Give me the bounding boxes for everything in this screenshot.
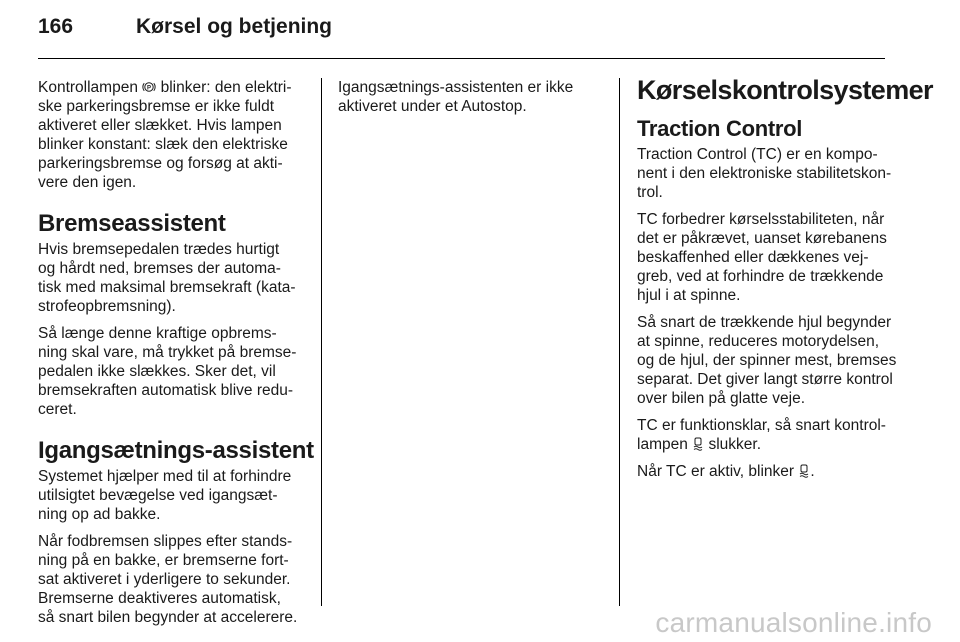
text-line: at spinne, reduceres motorydelsen, [637, 333, 880, 350]
text-line: TC er funktionsklar, så snart kontrol- [637, 417, 886, 434]
autostop-paragraph [338, 78, 600, 116]
column-divider-1 [321, 78, 322, 606]
hill-start-paragraph-2 [38, 532, 306, 627]
text-fragment: lampen [637, 436, 693, 453]
text-line: bremsekraften automatisk blive redu- [38, 382, 294, 399]
text-line: ske parkeringsbremse er ikke fuldt [38, 98, 275, 115]
traction-control-icon [692, 437, 704, 451]
text-line-with-icon [637, 462, 907, 481]
text-line: utilsigtet bevægelse ved igangsæt- [38, 487, 278, 504]
text-line: hjul i at spinne. [637, 287, 741, 304]
watermark: carmanualsonline.info [655, 607, 932, 638]
text-fragment: slukker. [704, 436, 762, 453]
traction-control-heading: Traction Control [637, 116, 803, 141]
text-line: strofeopbremsning). [38, 298, 176, 315]
text-line: ning skal vare, må trykket på bremse- [38, 344, 297, 361]
tc-paragraph-2 [637, 210, 907, 305]
text-line: Så snart de trækkende hjul begynder [637, 314, 892, 331]
text-line: separat. Det giver langt større kontrol [637, 371, 893, 388]
text-line: ning op ad bakke. [38, 506, 161, 523]
brake-assist-paragraph-2 [38, 324, 306, 419]
brake-assist-paragraph-1 [38, 240, 306, 316]
parking-brake-line-1 [38, 78, 306, 97]
page-number: 166 [38, 15, 74, 38]
parking-brake-paragraph [38, 78, 306, 192]
text-line: ceret. [38, 401, 77, 418]
text-fragment: Kontrollampen [38, 79, 143, 96]
text-fragment: . [810, 463, 815, 480]
text-line: pedalen ikke slækkes. Sker det, vil [38, 363, 276, 380]
column-2 [338, 78, 600, 124]
text-line: vere den igen. [38, 174, 137, 191]
hill-start-heading: Igangsætnings-assistent [38, 437, 314, 464]
parking-brake-warning-icon [142, 80, 156, 94]
text-line: greb, ved at forhindre de trækkende [637, 268, 884, 285]
text-line: Igangsætnings-assistenten er ikke [338, 79, 574, 96]
text-line: aktiveret under et Autostop. [338, 98, 527, 115]
hill-start-paragraph-1 [38, 467, 306, 524]
text-line: Når fodbremsen slippes efter stands- [38, 533, 293, 550]
text-line: det er påkrævet, uanset kørebanens [637, 230, 887, 247]
text-line: trol. [637, 184, 663, 201]
text-line: parkeringsbremse og forsøg at akti- [38, 155, 283, 172]
text-line: nent i den elektroniske stabilitetskon- [637, 165, 892, 182]
text-line: og de hjul, der spinner mest, bremses [637, 352, 897, 369]
header-rule [38, 58, 885, 59]
text-line: Hvis bremsepedalen trædes hurtigt [38, 241, 280, 258]
text-line-with-icon [637, 435, 907, 454]
text-fragment: blinker: den elektri- [156, 79, 292, 96]
brake-assist-heading: Bremseassistent [38, 210, 226, 237]
running-title: Kørsel og betjening [136, 15, 333, 38]
text-line: beskaffenhed eller dækkenes vej- [637, 249, 869, 266]
tc-paragraph-4 [637, 416, 907, 454]
section-heading: Kørselskontrolsystemer [637, 75, 933, 105]
text-line: over bilen på glatte veje. [637, 390, 806, 407]
traction-control-icon [798, 464, 810, 478]
text-line: Så længe denne kraftige opbrems- [38, 325, 277, 342]
text-fragment: Når TC er aktiv, blinker [637, 463, 799, 480]
text-line: Systemet hjælper med til at forhindre [38, 468, 292, 485]
text-line: og hårdt ned, bremses der automa- [38, 260, 281, 277]
text-line: Bremserne deaktiveres automatisk, [38, 590, 281, 607]
text-line: tisk med maksimal bremsekraft (kata- [38, 279, 296, 296]
text-line: blinker konstant: slæk den elektriske [38, 136, 288, 153]
tc-paragraph-3 [637, 313, 907, 408]
text-line: TC forbedrer kørselsstabiliteten, når [637, 211, 885, 228]
text-line: så snart bilen begynder at accelerere. [38, 609, 298, 626]
text-line: Traction Control (TC) er en kompo- [637, 146, 878, 163]
text-line: ning på en bakke, er bremserne fort- [38, 552, 289, 569]
text-line: sat aktiveret i yderligere to sekunder. [38, 571, 291, 588]
text-line: aktiveret eller slækket. Hvis lampen [38, 117, 282, 134]
column-3 [637, 74, 933, 489]
tc-paragraph-1 [637, 145, 907, 202]
column-divider-2 [619, 78, 620, 606]
tc-paragraph-5 [637, 462, 907, 481]
column-1 [38, 78, 314, 635]
svg-text:P: P [147, 85, 152, 92]
